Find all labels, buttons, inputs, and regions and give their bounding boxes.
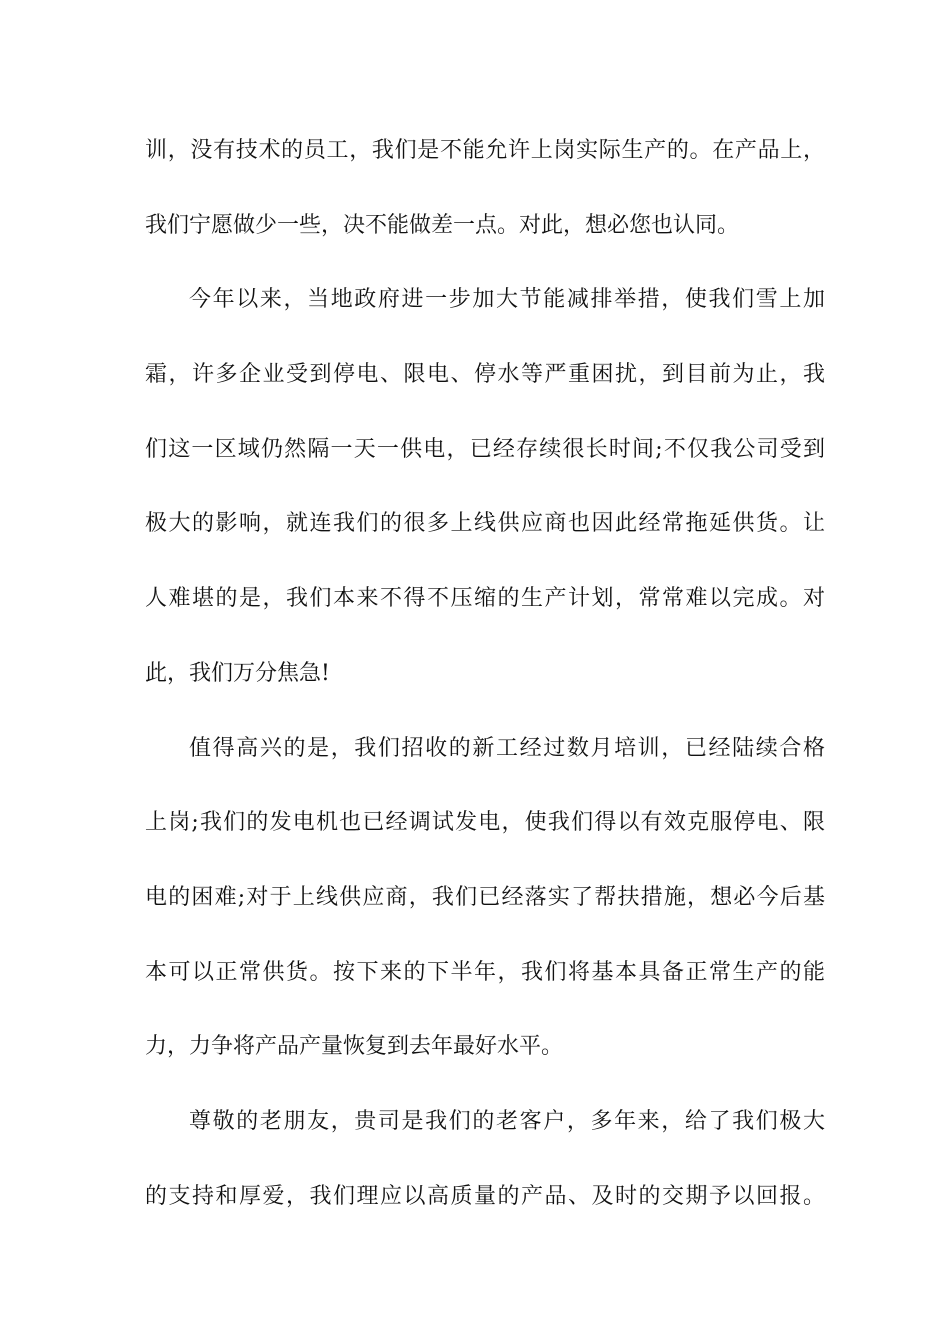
text-line: 今年以来，当地政府进一步加大节能减排举措，使我们雪上加: [189, 287, 825, 313]
text-line: 们这一区域仍然隔一天一供电，已经存续很长时间;不仅我公司受到: [145, 436, 825, 462]
text-line: 尊敬的老朋友，贵司是我们的老客户，多年来，给了我们极大: [189, 1108, 825, 1134]
text-line: 力，力争将产品产量恢复到去年最好水平。: [145, 1034, 564, 1060]
text-line: 上岗;我们的发电机也已经调试发电，使我们得以有效克服停电、限: [145, 810, 825, 836]
text-line: 本可以正常供货。按下来的下半年，我们将基本具备正常生产的能: [145, 959, 825, 985]
text-line: 的支持和厚爱，我们理应以高质量的产品、及时的交期予以回报。: [145, 1183, 825, 1209]
body-text: [145, 114, 825, 1234]
text-line: 电的困难;对于上线供应商，我们已经落实了帮扶措施，想必今后基: [145, 884, 825, 910]
text-line: 此，我们万分焦急!: [145, 660, 330, 686]
text-line: 人难堪的是，我们本来不得不压缩的生产计划，常常难以完成。对: [145, 586, 825, 612]
text-line: 霜，许多企业受到停电、限电、停水等严重困扰，到目前为止，我: [145, 362, 825, 388]
text-line: 极大的影响，就连我们的很多上线供应商也因此经常拖延供货。让: [145, 511, 825, 537]
text-line: 训，没有技术的员工，我们是不能允许上岗实际生产的。在产品上，: [145, 138, 825, 163]
text-line: 值得高兴的是，我们招收的新工经过数月培训，已经陆续合格: [189, 735, 825, 761]
text-line: 我们宁愿做少一些，决不能做差一点。对此，想必您也认同。: [145, 212, 740, 238]
